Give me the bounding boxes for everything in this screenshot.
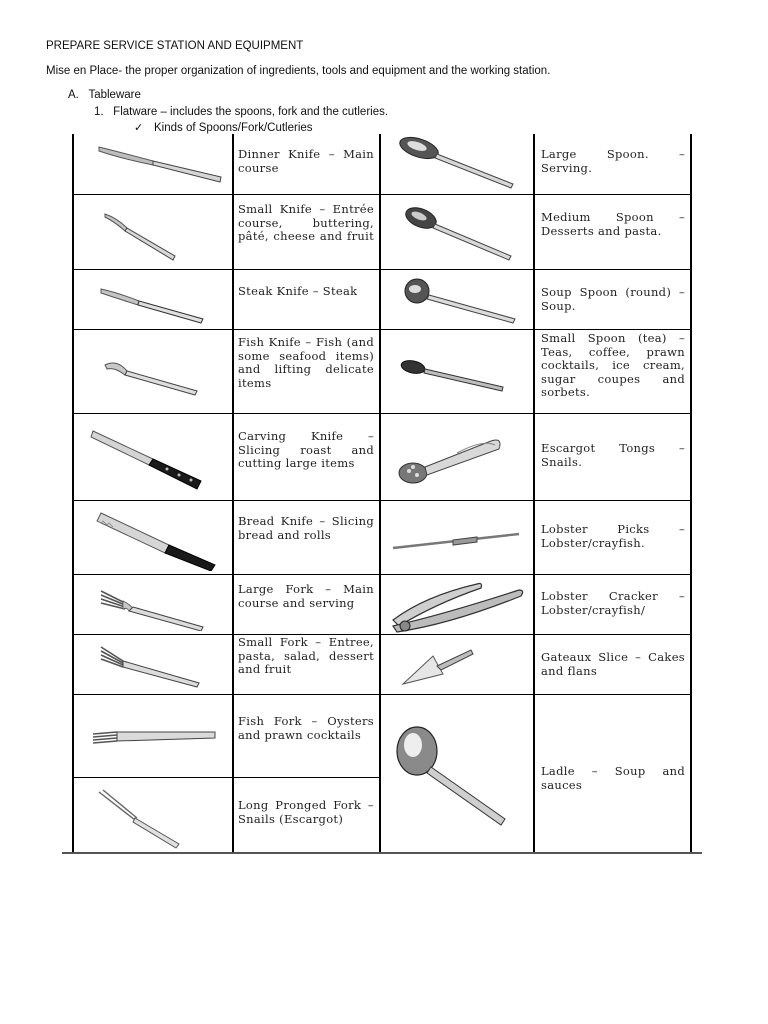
small-knife-label: Small Knife – Entrée course, buttering, pâté, cheese and fruit bbox=[238, 203, 374, 243]
bullet-kinds bbox=[134, 121, 313, 135]
steak-knife-image bbox=[74, 270, 231, 329]
soup-spoon-image bbox=[381, 270, 532, 329]
medium-spoon-label: Medium Spoon – Desserts and pasta. bbox=[541, 211, 685, 238]
lobster-cracker-label: Lobster Cracker – Lobster/crayfish/ bbox=[541, 590, 685, 617]
dinner-knife-label: Dinner Knife – Main course bbox=[238, 148, 374, 175]
fish-knife-icon bbox=[105, 363, 197, 395]
lobster-pick-image bbox=[381, 501, 532, 574]
lobster-pick-label: Lobster Picks – Lobster/crayfish. bbox=[541, 523, 685, 550]
carving-knife-image bbox=[74, 414, 231, 500]
large-spoon-icon bbox=[397, 136, 513, 188]
large-spoon-label: Large Spoon. – Serving. bbox=[541, 148, 685, 175]
long-pronged-fork-icon bbox=[99, 790, 179, 848]
long-pronged-fork-image bbox=[74, 778, 231, 852]
large-fork-label: Large Fork – Main course and serving bbox=[238, 583, 374, 610]
bread-knife-image bbox=[74, 501, 231, 574]
table-bottom-border bbox=[62, 852, 702, 854]
large-fork-icon bbox=[101, 591, 203, 631]
escargot-tongs-label: Escargot Tongs – Snails. bbox=[541, 442, 685, 469]
checkmark-icon: ✓ bbox=[134, 121, 144, 134]
large-fork-image bbox=[74, 575, 231, 634]
ladle-icon bbox=[397, 727, 505, 825]
fish-fork-icon bbox=[93, 732, 215, 743]
small-knife-icon bbox=[105, 214, 175, 260]
steak-knife-label: Steak Knife – Steak bbox=[238, 285, 358, 298]
small-spoon-image bbox=[381, 330, 532, 413]
fish-knife-label: Fish Knife – Fish (and some seafood items) and lifting delicate items bbox=[238, 336, 374, 390]
fish-knife-image bbox=[74, 330, 231, 413]
dinner-knife-icon bbox=[99, 147, 221, 182]
ladle-label: Ladle – Soup and sauces bbox=[541, 765, 685, 792]
carving-knife-label: Carving Knife – Slicing roast and cutting large items bbox=[238, 430, 374, 470]
fish-fork-label: Fish Fork – Oysters and prawn cocktails bbox=[238, 715, 374, 742]
small-knife-image bbox=[74, 195, 231, 269]
gateaux-slice-label: Gateaux Slice – Cakes and flans bbox=[541, 651, 685, 678]
escargot-tongs-image bbox=[381, 414, 532, 500]
bread-knife-icon bbox=[97, 513, 215, 571]
dinner-knife-image bbox=[74, 134, 231, 194]
carving-knife-icon bbox=[91, 431, 201, 489]
small-fork-label: Small Fork – Entree, pasta, salad, dessert and fruit bbox=[238, 636, 374, 676]
steak-knife-icon bbox=[101, 289, 203, 323]
section-heading-tableware: A. Tableware bbox=[68, 89, 141, 101]
fish-fork-image bbox=[74, 695, 231, 777]
intro-paragraph: Mise en Place- the proper organization of ingredients, tools and equipment and the working station. bbox=[46, 65, 551, 77]
large-spoon-image bbox=[381, 134, 532, 194]
lobster-pick-icon bbox=[393, 534, 519, 548]
long-pronged-fork-label: Long Pronged Fork – Snails (Escargot) bbox=[238, 799, 374, 826]
ladle-image bbox=[381, 695, 532, 852]
small-spoon-icon bbox=[400, 358, 503, 390]
bullet-kinds-label: Kinds of Spoons/Fork/Cutleries bbox=[154, 122, 313, 134]
lobster-cracker-image bbox=[381, 575, 532, 634]
soup-spoon-icon bbox=[405, 279, 515, 323]
soup-spoon-label: Soup Spoon (round) – Soup. bbox=[541, 286, 685, 313]
medium-spoon-image bbox=[381, 195, 532, 269]
medium-spoon-icon bbox=[402, 204, 510, 260]
gateaux-slice-image bbox=[381, 635, 532, 694]
lobster-cracker-icon bbox=[393, 583, 523, 632]
escargot-tongs-icon bbox=[399, 440, 500, 483]
bread-knife-label: Bread Knife – Slicing bread and rolls bbox=[238, 515, 374, 542]
small-fork-icon bbox=[101, 647, 199, 687]
page-title: PREPARE SERVICE STATION AND EQUIPMENT bbox=[46, 40, 304, 52]
gateaux-slice-icon bbox=[403, 650, 473, 684]
list-item-flatware: 1. Flatware – includes the spoons, fork and the cutleries. bbox=[94, 106, 389, 118]
small-fork-image bbox=[74, 635, 231, 694]
small-spoon-label: Small Spoon (tea) – Teas, coffee, prawn cocktails, ice cream, sugar coupes and sorbets. bbox=[541, 332, 685, 399]
